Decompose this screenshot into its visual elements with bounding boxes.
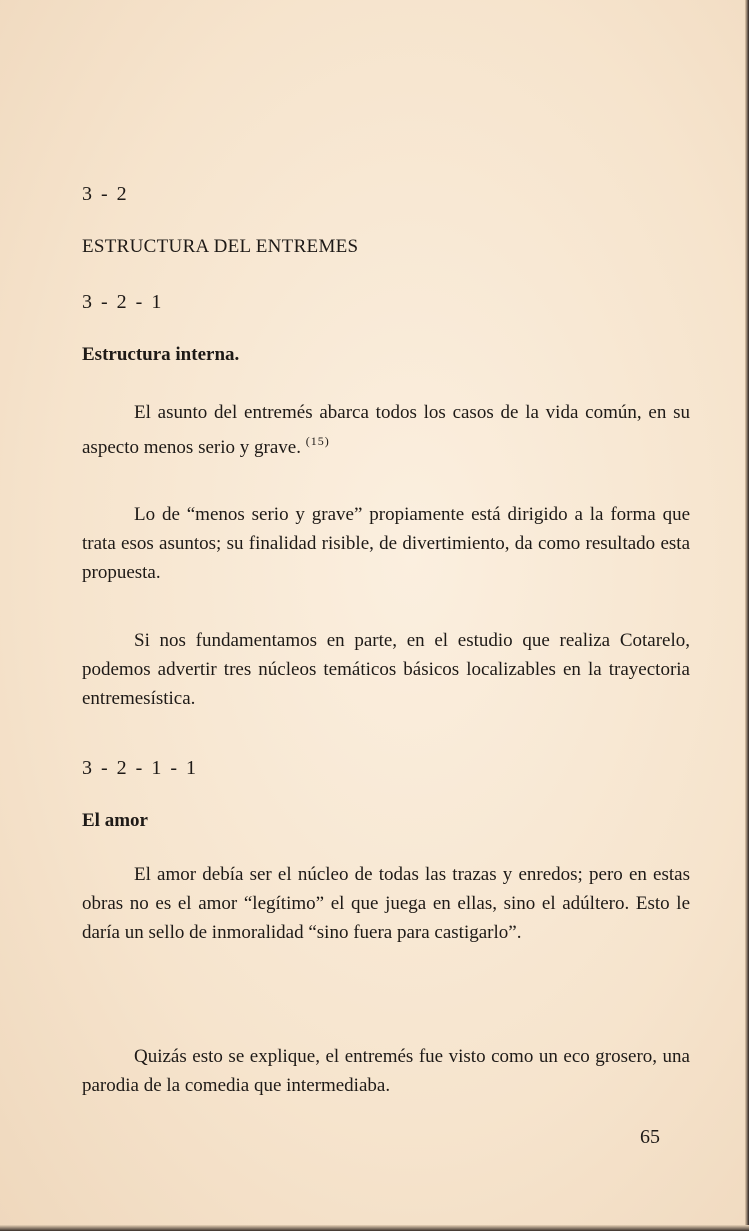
page-edge-right	[745, 0, 749, 1231]
subsection-number: 3 - 2 - 1	[82, 291, 164, 313]
paragraph-5	[82, 1042, 690, 1100]
paragraph-4	[82, 860, 690, 947]
paragraph-4-text: El amor debía ser el núcleo de todas las trazas y enredos; pero en estas obras no es el amor “legítimo” el que juega en ellas, sino el adúltero. Esto le daría un sello de inmoralidad “sino fuera para castigarlo”.	[82, 864, 690, 943]
subsubsection-heading: El amor	[82, 810, 148, 831]
paragraph-2-text: Lo de “menos serio y grave” propiamente está dirigido a la forma que trata esos asuntos; su finalidad risible, de divertimiento, da como resultado esta propuesta.	[82, 504, 690, 583]
subsubsection-number: 3 - 2 - 1 - 1	[82, 757, 198, 779]
paragraph-2	[82, 500, 690, 587]
section-number: 3 - 2	[82, 183, 129, 205]
section-heading: ESTRUCTURA DEL ENTREMES	[82, 236, 359, 257]
paragraph-5-text: Quizás esto se explique, el entremés fue visto como un eco grosero, una parodia de la comedia que intermediaba.	[82, 1046, 690, 1096]
page-edge-bottom	[0, 1225, 749, 1231]
subsection-heading: Estructura interna.	[82, 344, 240, 365]
footnote-marker: (15)	[305, 434, 330, 448]
paragraph-1-text: El asunto del entremés abarca todos los casos de la vida común, en su aspecto menos serio y grave.	[82, 402, 690, 458]
paragraph-1	[82, 398, 690, 462]
page-number: 65	[640, 1126, 660, 1148]
paragraph-3	[82, 626, 690, 713]
paragraph-3-text: Si nos fundamentamos en parte, en el estudio que realiza Cotarelo, podemos advertir tres núcleos temáticos básicos localizables en la trayectoria entremesística.	[82, 630, 690, 709]
